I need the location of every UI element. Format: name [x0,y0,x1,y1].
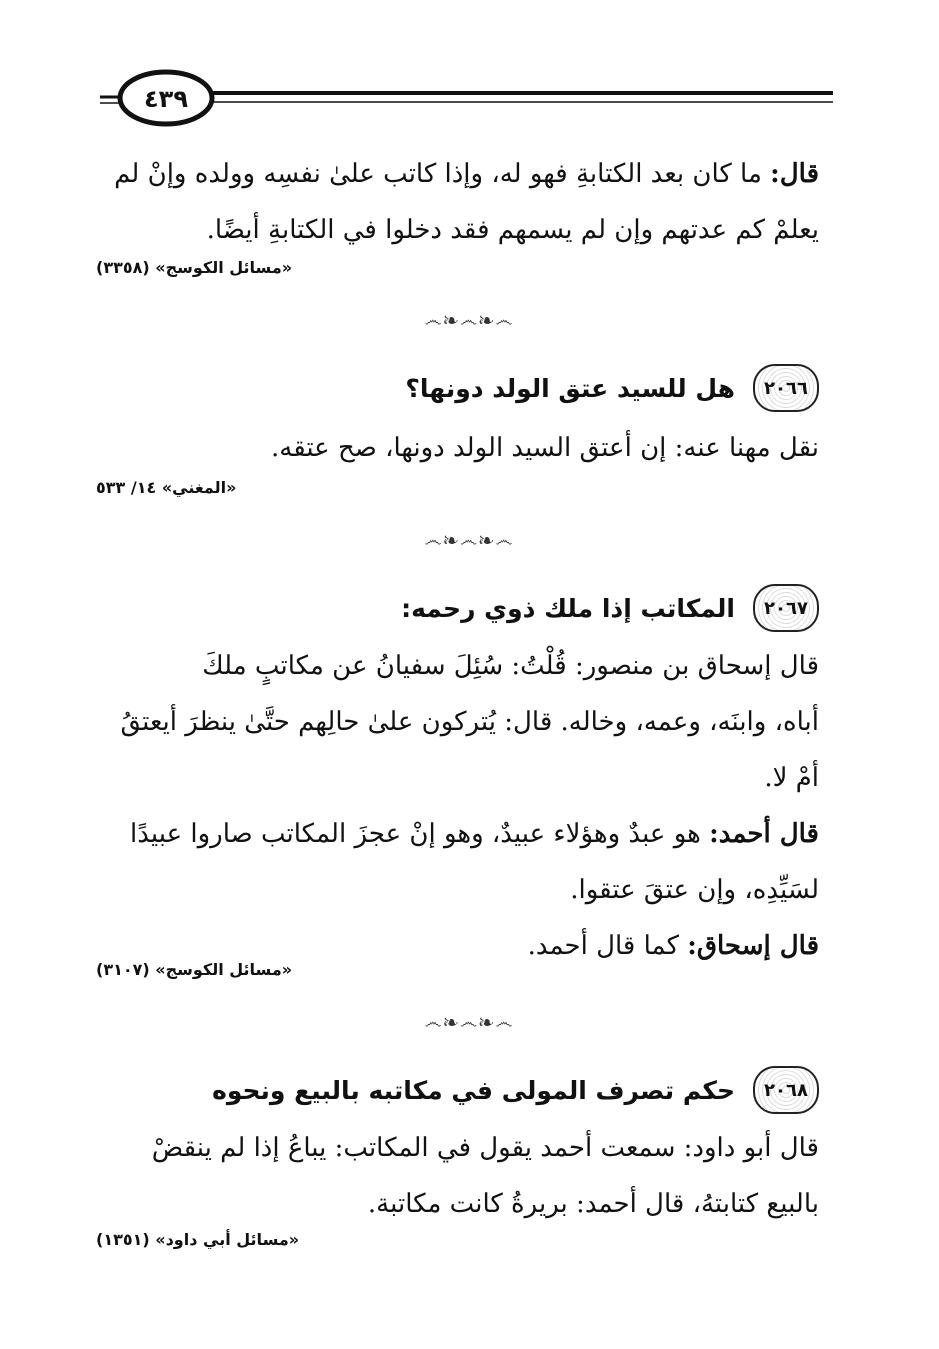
speaker-label: قال أحمد: [709,819,819,849]
text-line: قال أبو داود: سمعت أحمد يقول في المكاتب: يباعُ إذا لم ينقضْ [151,1133,819,1163]
paragraph [104,420,819,476]
page-number: ٤٣٩ [144,85,188,113]
issue-heading [401,584,819,632]
divider-ornament: ෴❧෴❧෴ [424,530,515,551]
text-line: قال أحمد: هو عبدٌ وهؤلاء عبيدٌ، وهو إنْ عجزَ المكاتب صاروا عبيدًا [130,819,819,849]
paragraph [104,1120,819,1232]
text-line: قال: ما كان بعد الكتابةِ فهو له، وإذا كاتب علىٰ نفسِه وولده وإنْ لم [114,159,819,189]
source-reference: «المغني» ١٤/ ٥٣٣ [96,478,237,497]
issue-title: هل للسيد عتق الولد دونها؟ [405,373,735,403]
text-line: بالبيع كتابتهُ، قال أحمد: بريرةُ كانت مكاتبة. [367,1189,819,1219]
issue-number-badge: ٢٠٦٦ [753,364,819,412]
text-line: يعلمْ كم عدتهم وإن لم يسمهم فقد دخلوا في الكتابةِ أيضًا. [206,215,819,245]
source-reference: «مسائل الكوسج» (٣١٠٧) [96,960,293,979]
issue-title: المكاتب إذا ملك ذوي رحمه: [401,593,735,623]
speaker-label: قال: [770,159,819,189]
paragraph [104,638,819,974]
paragraph-continuation [104,146,819,258]
source-reference: «مسائل أبي داود» (١٣٥١) [96,1230,300,1249]
speaker-label: قال إسحاق: [687,931,819,961]
text-line: لسَيِّدِه، وإن عتقَ عتقوا. [570,875,819,905]
text-line: قال إسحاق: كما قال أحمد. [527,931,819,961]
issue-heading [405,364,819,412]
issue-title: حكم تصرف المولى في مكاتبه بالبيع ونحوه [212,1075,735,1105]
issue-number-badge: ٢٠٦٧ [753,584,819,632]
text-line: أباه، وابنَه، وعمه، وخاله. قال: يُتركون علىٰ حالِهم حتَّىٰ ينظرَ أيعتقُ [120,707,819,737]
divider-ornament: ෴❧෴❧෴ [424,1012,515,1033]
divider-ornament: ෴❧෴❧෴ [424,310,515,331]
text-line: أمْ لا. [764,763,819,793]
text-line: قال إسحاق بن منصور: قُلْتُ: سُئِلَ سفيانُ عن مكاتبٍ ملكَ [202,651,819,681]
source-reference: «مسائل الكوسج» (٣٣٥٨) [96,258,293,277]
text-line: نقل مهنا عنه: إن أعتق السيد الولد دونها، صح عتقه. [270,433,819,463]
issue-number-badge: ٢٠٦٨ [753,1066,819,1114]
issue-heading [212,1066,819,1114]
